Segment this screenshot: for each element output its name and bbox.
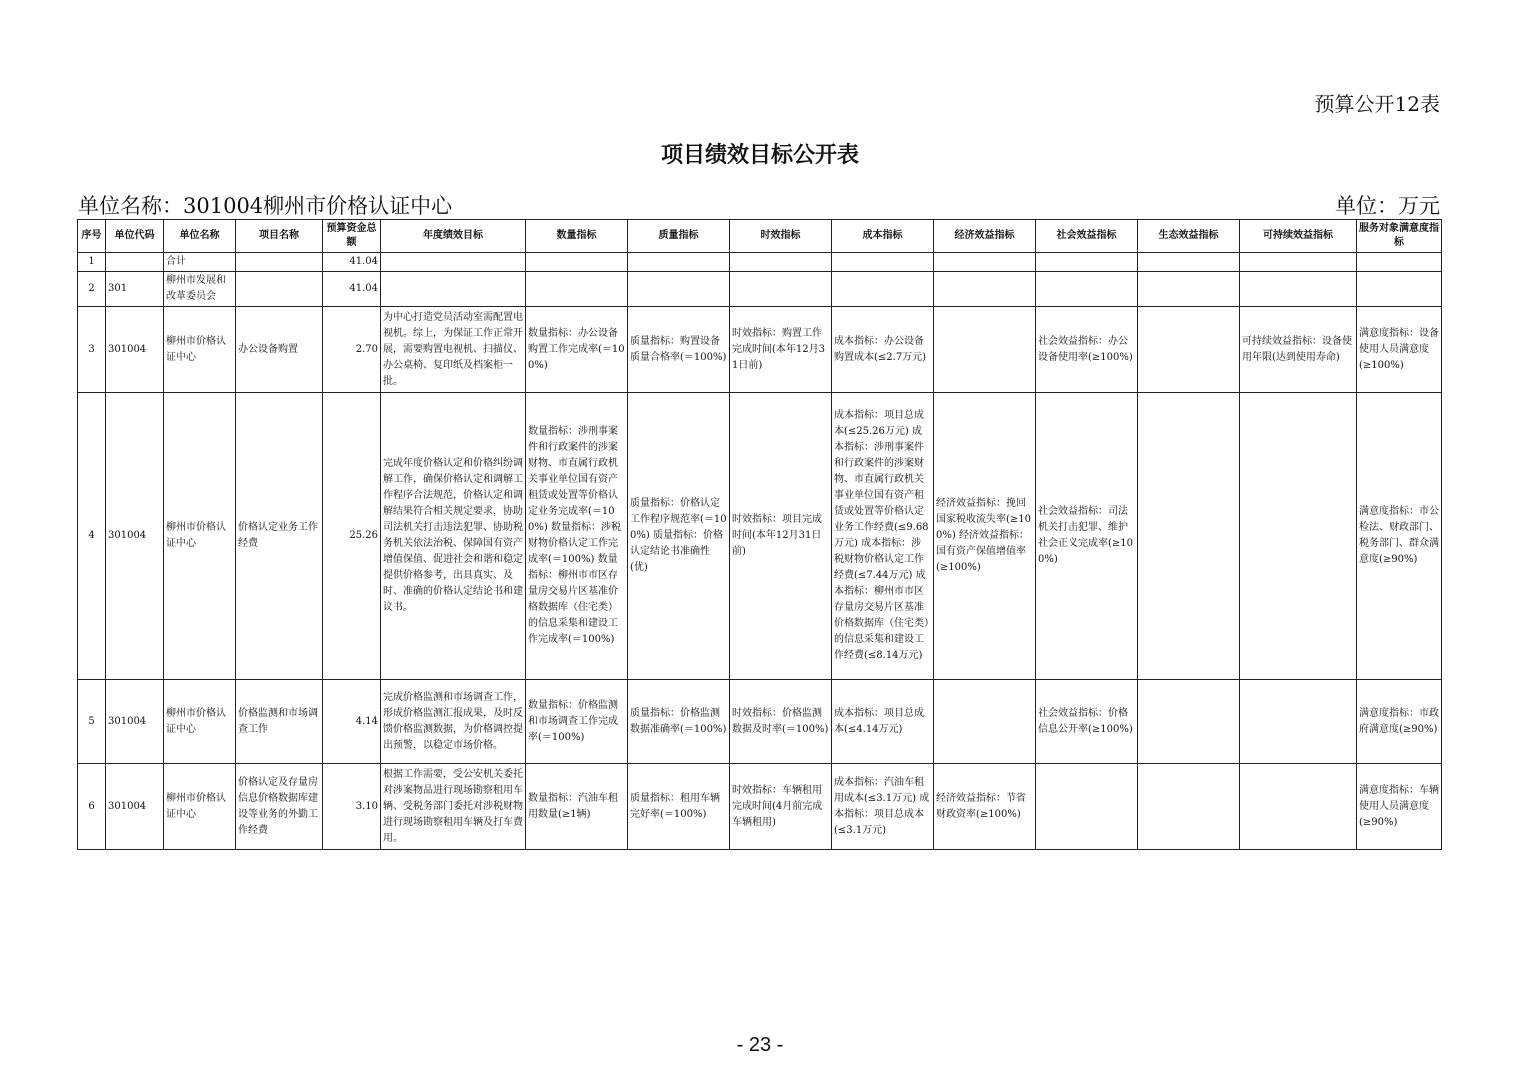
cell-sustainable [1240,680,1357,764]
cell-project [236,272,323,307]
cell-unit: 柳州市发展和改革委员会 [164,272,236,307]
header-cell: 预算资金总额 [323,220,381,253]
cell-timeliness: 时效指标：车辆租用完成时间(4月前完成车辆租用) [730,764,832,850]
cell-economic [934,307,1036,393]
cell-no: 3 [78,307,106,393]
cell-satisfaction: 满意度指标：市政府满意度(≥90%) [1357,680,1442,764]
performance-table [77,219,1442,850]
cell-quantity: 数量指标：汽油车租用数量(≥1辆) [526,764,628,850]
cell-sustainable [1240,764,1357,850]
cell-goal: 完成价格监测和市场调查工作，形成价格监测汇报成果，及时反馈价格监测数据，为价格调控提出预警，以稳定市场价格。 [381,680,526,764]
cell-ecological [1138,680,1240,764]
cell-sustainable [1240,272,1357,307]
unit-name: 单位名称：301004柳州市价格认证中心 [78,194,453,218]
cell-cost: 成本指标：项目总成本(≤4.14万元) [832,680,934,764]
cell-social [1036,253,1138,272]
cell-cost [832,272,934,307]
cell-no: 4 [78,393,106,680]
cell-timeliness [730,253,832,272]
cell-timeliness: 时效指标：购置工作完成时间(本年12月31日前) [730,307,832,393]
cell-ecological [1138,393,1240,680]
cell-unit: 柳州市价格认证中心 [164,393,236,680]
document-title: 项目绩效目标公开表 [660,143,859,168]
header-cell: 社会效益指标 [1036,220,1138,253]
header-cell: 可持续效益指标 [1240,220,1357,253]
cell-project: 价格认定业务工作经费 [236,393,323,680]
cell-no: 5 [78,680,106,764]
cell-project [236,253,323,272]
cell-ecological [1138,764,1240,850]
cell-goal: 根据工作需要，受公安机关委托对涉案物品进行现场勘察租用车辆、受税务部门委托对涉税财物进行现场勘察租用车辆及打车费用。 [381,764,526,850]
cell-code [106,253,164,272]
cell-quality [628,253,730,272]
cell-cost [832,253,934,272]
cell-goal [381,253,526,272]
header-cell: 单位名称 [164,220,236,253]
table-row [78,307,1442,393]
cell-social: 社会效益指标：价格信息公开率(≥100%) [1036,680,1138,764]
cell-unit: 柳州市价格认证中心 [164,307,236,393]
cell-sustainable [1240,253,1357,272]
cell-quantity: 数量指标：涉刑事案件和行政案件的涉案财物、市直属行政机关事业单位国有资产租赁或处置等价格认定业务完成率(＝100%) 数量指标：涉税财物价格认定工作完成率(＝100%) 数量指标：柳州市市区存量房交易片区基准价格数据库（住宅类）的信息采集和建设工作完成率(＝100%) [526,393,628,680]
header-cell: 数量指标 [526,220,628,253]
cell-quantity [526,253,628,272]
cell-amount: 41.04 [323,253,381,272]
cell-ecological [1138,253,1240,272]
cell-economic [934,680,1036,764]
cell-social [1036,272,1138,307]
cell-satisfaction [1357,253,1442,272]
cell-goal: 为中心打造党员活动室需配置电视机。综上，为保证工作正常开展，需要购置电视机、扫描仪、办公桌椅、复印纸及档案柜一批。 [381,307,526,393]
cell-quantity [526,272,628,307]
cell-cost: 成本指标：汽油车租用成本(≤3.1万元) 成本指标：项目总成本(≤3.1万元) [832,764,934,850]
cell-no: 1 [78,253,106,272]
cell-quality: 质量指标：租用车辆完好率(＝100%) [628,764,730,850]
cell-ecological [1138,307,1240,393]
cell-amount: 25.26 [323,393,381,680]
cell-economic [934,272,1036,307]
cell-no: 2 [78,272,106,307]
cell-project: 价格认定及存量房信息价格数据库建设等业务的外勤工作经费 [236,764,323,850]
cell-cost: 成本指标：办公设备购置成本(≤2.7万元) [832,307,934,393]
cell-social [1036,764,1138,850]
header-cell: 时效指标 [730,220,832,253]
cell-timeliness: 时效指标：价格监测数据及时率(＝100%) [730,680,832,764]
header-cell: 质量指标 [628,220,730,253]
cell-amount: 2.70 [323,307,381,393]
cell-satisfaction: 满意度指标：车辆使用人员满意度(≥90%) [1357,764,1442,850]
header-row [78,220,1442,253]
cell-goal [381,272,526,307]
cell-economic: 经济效益指标：挽回国家税收流失率(≥100%) 经济效益指标：国有资产保值增值率(≥100%) [934,393,1036,680]
cell-quantity: 数量指标：价格监测和市场调查工作完成率(＝100%) [526,680,628,764]
cell-unit: 柳州市价格认证中心 [164,680,236,764]
header-cell: 服务对象满意度指标 [1357,220,1442,253]
cell-code: 301004 [106,680,164,764]
cell-unit: 合计 [164,253,236,272]
cell-timeliness [730,272,832,307]
table-row [78,680,1442,764]
cell-amount: 3.10 [323,764,381,850]
cell-amount: 41.04 [323,272,381,307]
cell-goal: 完成年度价格认定和价格纠纷调解工作，确保价格认定和调解工作程序合法规范，价格认定和调解结果符合相关规定要求，协助司法机关打击违法犯罪、协助税务机关依法治税、保障国有资产增值保值、促进社会和谐和稳定提供价格参考，出具真实、及时、准确的价格认定结论书和建议书。 [381,393,526,680]
cell-economic: 经济效益指标：节省财政资率(≥100%) [934,764,1036,850]
cell-social: 社会效益指标：办公设备使用率(≥100%) [1036,307,1138,393]
table-row [78,272,1442,307]
cell-quality: 质量指标：购置设备质量合格率(＝100%) [628,307,730,393]
cell-ecological [1138,272,1240,307]
cell-code: 301004 [106,764,164,850]
cell-unit: 柳州市价格认证中心 [164,764,236,850]
cell-sustainable [1240,393,1357,680]
cell-project: 价格监测和市场调查工作 [236,680,323,764]
cell-cost: 成本指标：项目总成本(≤25.26万元) 成本指标：涉刑事案件和行政案件的涉案财物、市直属行政机关事业单位国有资产租赁或处置等价格认定业务工作经费(≤9.68万元) 成本指标：涉税财物价格认定工作经费(≤7.44万元) 成本指标：柳州市市区存量房交易片区基准价格数据库（住宅类）的信息采集和建设工作经费(≤8.14万元) [832,393,934,680]
header-cell: 成本指标 [832,220,934,253]
form-number: 预算公开12表 [1314,92,1440,116]
header-cell: 序号 [78,220,106,253]
cell-project: 办公设备购置 [236,307,323,393]
cell-code: 301004 [106,307,164,393]
page-number: - 23 - [736,1034,784,1056]
cell-timeliness: 时效指标：项目完成时间(本年12月31日前) [730,393,832,680]
cell-social: 社会效益指标：司法机关打击犯罪、维护社会正义完成率(≥100%) [1036,393,1138,680]
currency-unit: 单位：万元 [1335,194,1440,218]
cell-amount: 4.14 [323,680,381,764]
cell-sustainable: 可持续效益指标：设备使用年限(达到使用寿命) [1240,307,1357,393]
cell-satisfaction: 满意度指标：市公检法、财政部门、税务部门、群众满意度(≥90%) [1357,393,1442,680]
cell-satisfaction [1357,272,1442,307]
cell-code: 301 [106,272,164,307]
cell-economic [934,253,1036,272]
cell-no: 6 [78,764,106,850]
table-row [78,393,1442,680]
header-cell: 年度绩效目标 [381,220,526,253]
header-cell: 生态效益指标 [1138,220,1240,253]
cell-quality [628,272,730,307]
header-cell: 经济效益指标 [934,220,1036,253]
cell-satisfaction: 满意度指标：设备使用人员满意度(≥100%) [1357,307,1442,393]
cell-quantity: 数量指标：办公设备购置工作完成率(＝100%) [526,307,628,393]
cell-code: 301004 [106,393,164,680]
cell-quality: 质量指标：价格认定工作程序规范率(＝100%) 质量指标：价格认定结论书准确性(优) [628,393,730,680]
cell-quality: 质量指标：价格监测数据准确率(＝100%) [628,680,730,764]
table-row [78,253,1442,272]
header-cell: 单位代码 [106,220,164,253]
header-cell: 项目名称 [236,220,323,253]
table-row [78,764,1442,850]
